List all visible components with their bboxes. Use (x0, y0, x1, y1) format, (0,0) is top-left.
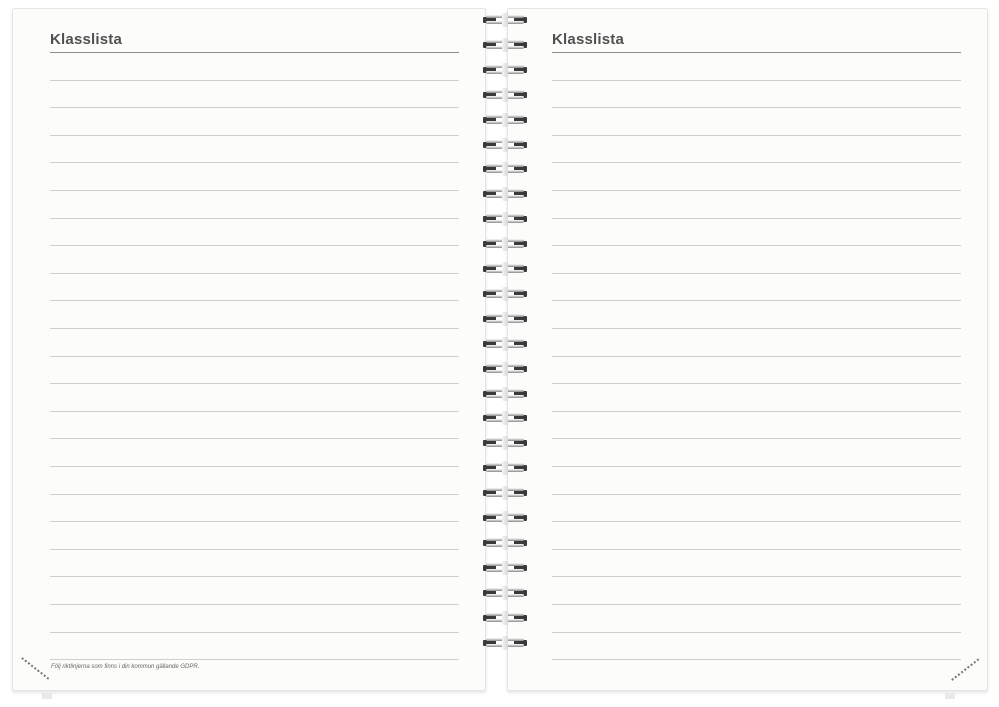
page-tab (945, 693, 955, 699)
binding-coil (483, 15, 527, 25)
writing-line (552, 383, 961, 384)
gdpr-footnote: Följ riktlinjerna som finns i din kommun gällande GDPR. (51, 664, 200, 670)
writing-line (552, 162, 961, 163)
binding-coil (483, 463, 527, 473)
binding-coil (483, 115, 527, 125)
writing-line (552, 604, 961, 605)
binding-coil (483, 513, 527, 523)
writing-line (552, 190, 961, 191)
writing-line (552, 632, 961, 633)
writing-line (552, 218, 961, 219)
binding-coil (483, 239, 527, 249)
binding-coil (483, 189, 527, 199)
writing-line (552, 328, 961, 329)
binding-coil (483, 339, 527, 349)
binding-coil (483, 65, 527, 75)
page-title: Klasslista (552, 31, 625, 48)
writing-line (552, 300, 961, 301)
writing-line (50, 604, 459, 605)
writing-line (552, 356, 961, 357)
writing-line (552, 494, 961, 495)
writing-line (50, 576, 459, 577)
binding-coil (483, 538, 527, 548)
writing-line (50, 328, 459, 329)
binding-coil (483, 90, 527, 100)
writing-line (552, 107, 961, 108)
binding-coil (483, 164, 527, 174)
title-underline (50, 52, 459, 53)
writing-line (552, 135, 961, 136)
binding-coil (483, 613, 527, 623)
title-underline (552, 52, 961, 53)
page-title: Klasslista (50, 31, 123, 48)
writing-line (552, 521, 961, 522)
writing-line (50, 273, 459, 274)
binding-coil (483, 214, 527, 224)
writing-line (50, 466, 459, 467)
writing-line (50, 659, 459, 660)
binding-coil (483, 638, 527, 648)
right-page (507, 8, 988, 691)
writing-line (552, 273, 961, 274)
binding-coil (483, 563, 527, 573)
writing-line (50, 190, 459, 191)
writing-line (50, 245, 459, 246)
writing-line (50, 356, 459, 357)
left-page (12, 8, 486, 691)
binding-coil (483, 438, 527, 448)
writing-line (50, 300, 459, 301)
binding-coil (483, 140, 527, 150)
writing-line (50, 494, 459, 495)
writing-line (552, 576, 961, 577)
binding-coil (483, 364, 527, 374)
spiral-binding (479, 0, 531, 707)
writing-line (552, 466, 961, 467)
writing-line (50, 438, 459, 439)
page-tab (42, 693, 52, 699)
writing-line (50, 521, 459, 522)
binding-coil (483, 413, 527, 423)
writing-line (50, 162, 459, 163)
writing-line (50, 632, 459, 633)
writing-line (50, 107, 459, 108)
writing-line (50, 218, 459, 219)
writing-line (50, 135, 459, 136)
writing-line (552, 549, 961, 550)
writing-line (552, 411, 961, 412)
writing-line (50, 383, 459, 384)
writing-line (50, 549, 459, 550)
writing-line (552, 80, 961, 81)
binding-coil (483, 314, 527, 324)
binding-coil (483, 289, 527, 299)
writing-line (50, 80, 459, 81)
writing-line (552, 438, 961, 439)
binding-coil (483, 488, 527, 498)
binding-coil (483, 40, 527, 50)
writing-line (552, 659, 961, 660)
writing-line (552, 245, 961, 246)
binding-coil (483, 264, 527, 274)
writing-line (50, 411, 459, 412)
binding-coil (483, 588, 527, 598)
binding-coil (483, 389, 527, 399)
